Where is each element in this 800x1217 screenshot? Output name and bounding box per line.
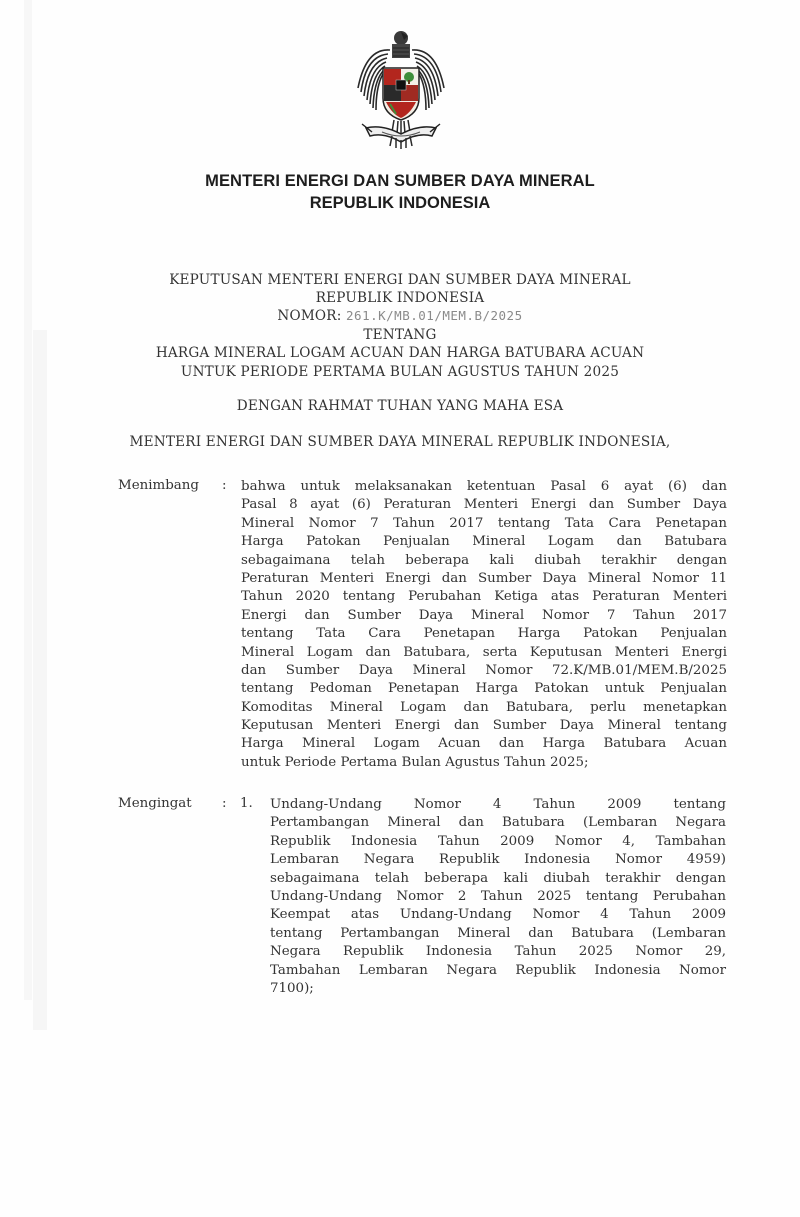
- text-line: Undang-Undang Nomor 2 Tahun 2025 tentang Perubahan: [270, 888, 726, 904]
- text-line: Energi dan Sumber Daya Mineral Nomor 7 Tahun 2017: [241, 607, 727, 623]
- decree-title-country: REPUBLIK INDONESIA: [315, 290, 485, 306]
- text-line: Harga Mineral Logam Acuan dan Harga Batubara Acuan: [241, 736, 727, 752]
- menimbang-colon: :: [222, 478, 227, 493]
- ministry-header: MENTERI ENERGI DAN SUMBER DAYA MINERAL: [205, 172, 595, 190]
- text-line: Lembaran Negara Republik Indonesia Nomor 4959): [270, 852, 726, 868]
- garuda-emblem-icon: [352, 28, 450, 150]
- list-item-number: 1.: [240, 796, 253, 811]
- text-line: Negara Republik Indonesia Tahun 2025 Nomor 29,: [270, 944, 726, 960]
- text-line: dan Sumber Daya Mineral Nomor 72.K/MB.01/MEM.B/2025: [241, 662, 727, 678]
- menimbang-label: Menimbang: [118, 478, 199, 493]
- decree-subject-line-1: HARGA MINERAL LOGAM ACUAN DAN HARGA BATUBARA ACUAN: [155, 345, 645, 361]
- text-line: Mineral Logam dan Batubara, serta Keputusan Menteri Energi: [241, 644, 727, 660]
- text-line: Undang-Undang Nomor 4 Tahun 2009 tentang: [270, 797, 726, 812]
- text-line: Peraturan Menteri Energi dan Sumber Daya Mineral Nomor 11: [241, 570, 727, 586]
- text-line: Tambahan Lembaran Negara Republik Indonesia Nomor: [270, 962, 726, 978]
- text-line: Mineral Nomor 7 Tahun 2017 tentang Tata Cara Penetapan: [241, 515, 727, 531]
- text-line: Harga Patokan Penjualan Mineral Logam dan Batubara: [241, 534, 727, 550]
- scan-edge-artifact: [24, 0, 32, 1000]
- text-line: sebagaimana telah beberapa kali diubah terakhir dengan: [241, 552, 727, 568]
- mengingat-colon: :: [222, 796, 227, 811]
- text-line: tentang Pedoman Penetapan Harga Patokan untuk Penjualan: [241, 681, 727, 697]
- text-line: tentang Tata Cara Penetapan Harga Patokan Penjualan: [241, 626, 727, 642]
- text-line: 7100);: [270, 980, 314, 996]
- text-line: Komoditas Mineral Logam dan Batubara, perlu menetapkan: [241, 699, 727, 715]
- decree-number-value: 261.K/MB.01/MEM.B/2025: [346, 308, 523, 323]
- tentang-label: TENTANG: [363, 327, 437, 343]
- decree-title: KEPUTUSAN MENTERI ENERGI DAN SUMBER DAYA MINERAL: [169, 272, 631, 288]
- text-line: tentang Pertambangan Mineral dan Batubara (Lembaran: [270, 925, 726, 941]
- mengingat-item-1-body: [270, 796, 726, 998]
- authority-statement: MENTERI ENERGI DAN SUMBER DAYA MINERAL REPUBLIK INDONESIA,: [129, 434, 671, 450]
- text-line: Pertambangan Mineral dan Batubara (Lembaran Negara: [270, 815, 726, 831]
- text-line: Pasal 8 ayat (6) Peraturan Menteri Energi dan Sumber Daya: [241, 497, 727, 513]
- text-line: Keputusan Menteri Energi dan Sumber Daya Mineral tentang: [241, 718, 727, 734]
- decree-number: [0, 308, 800, 324]
- text-line: Keempat atas Undang-Undang Nomor 4 Tahun 2009: [270, 907, 726, 923]
- text-line: sebagaimana telah beberapa kali diubah terakhir dengan: [270, 870, 726, 886]
- invocation: DENGAN RAHMAT TUHAN YANG MAHA ESA: [236, 398, 564, 414]
- decree-subject-line-2: UNTUK PERIODE PERTAMA BULAN AGUSTUS TAHUN 2025: [180, 364, 620, 380]
- text-line: Tahun 2020 tentang Perubahan Ketiga atas Peraturan Menteri: [241, 589, 727, 605]
- text-line: Republik Indonesia Tahun 2009 Nomor 4, Tambahan: [270, 833, 726, 849]
- text-line: untuk Periode Pertama Bulan Agustus Tahun 2025;: [241, 754, 589, 770]
- mengingat-label: Mengingat: [118, 796, 192, 811]
- ministry-header-country: REPUBLIK INDONESIA: [309, 194, 491, 212]
- text-line: bahwa untuk melaksanakan ketentuan Pasal 6 ayat (6) dan: [241, 479, 727, 494]
- decree-number-label: NOMOR:: [277, 308, 342, 324]
- menimbang-body: [241, 478, 727, 772]
